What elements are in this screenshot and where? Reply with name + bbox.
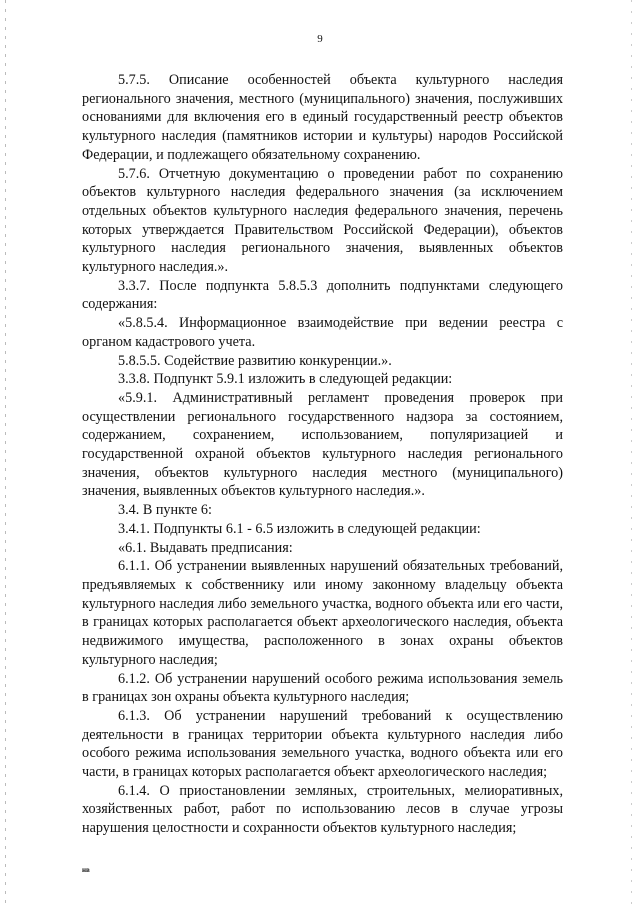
document-body bbox=[82, 71, 563, 838]
page-number: 9 bbox=[317, 33, 323, 45]
paragraph-5-8-5-5: 5.8.5.5. Содействие развитию конкуренции.». bbox=[118, 352, 392, 369]
paragraph-6-1-4: 6.1.4. О приостановлении земляных, строительных, мелиоративных, хозяйственных работ, работ по использованию лесов в случае угрозы нарушения целостности и сохранности объектов культурного наследия; bbox=[82, 782, 563, 837]
paragraph-3-4: 3.4. В пункте 6: bbox=[118, 502, 212, 519]
paragraph-6-1-1: 6.1.1. Об устранении выявленных нарушений обязательных требований, предъявляемых к собственнику или иному законному владельцу объекта культурного наследия либо земельного участка, водного объекта или его части, в границах которых располагается объект археологического наследия, объекта недвижимого имущества, расположенного в зонах охраны объектов культурного наследия; bbox=[82, 558, 563, 668]
paragraph-6-1-3: 6.1.3. Об устранении нарушений требований к осуществлению деятельности в границах территории объекта культурного наследия либо особого режима использования земельного участка, водного объекта или его части, в границах которых располагается объект археологического наследия; bbox=[82, 707, 563, 781]
paragraph-5-9-1: «5.9.1. Административный регламент проведения проверок при осуществлении регионального государственного надзора за состоянием, содержанием, сохранением, использованием, популяризацией и государственной охраной объектов культурного наследия регионального значения, объектов культурного наследия местного (муниципального) значения, выявленных объектов культурного наследия.». bbox=[82, 389, 563, 500]
paragraph-6-1: «6.1. Выдавать предписания: bbox=[118, 539, 293, 556]
paragraph-3-3-7: 3.3.7. После подпункта 5.8.5.3 дополнить подпунктами следующего содержания: bbox=[82, 277, 563, 313]
paragraph-5-8-5-4: «5.8.5.4. Информационное взаимодействие при ведении реестра с органом кадастрового учета. bbox=[82, 315, 563, 350]
paragraph-3-3-8: 3.3.8. Подпункт 5.9.1 изложить в следующей редакции: bbox=[118, 371, 453, 388]
paragraph-5-7-5: 5.7.5. Описание особенностей объекта культурного наследия регионального значения, местного (муниципального) значения, послуживших основаниями для включения его в единый государственный реестр объектов культурного наследия (памятников истории и культуры) народов Российской Федерации, и подлежащего обязательному сохранению. bbox=[82, 72, 563, 163]
scan-edge-right bbox=[631, 0, 632, 905]
paragraph-6-1-2: 6.1.2. Об устранении нарушений особого режима использования земель в границах зон охраны объекта культурного наследия; bbox=[82, 670, 563, 706]
scan-edge-left bbox=[5, 0, 6, 905]
footer-initials: нв bbox=[82, 866, 90, 874]
paragraph-3-4-1: 3.4.1. Подпункты 6.1 - 6.5 изложить в следующей редакции: bbox=[118, 520, 481, 537]
paragraph-5-7-6: 5.7.6. Отчетную документацию о проведении работ по сохранению объектов культурного наследия федерального значения (за исключением отдельных объектов культурного наследия федерального значения, перечень которых утверждается Правительством Российской Федерации), объектов культурного наследия регионального значения, выявленных объектов культурного наследия.». bbox=[82, 165, 563, 276]
